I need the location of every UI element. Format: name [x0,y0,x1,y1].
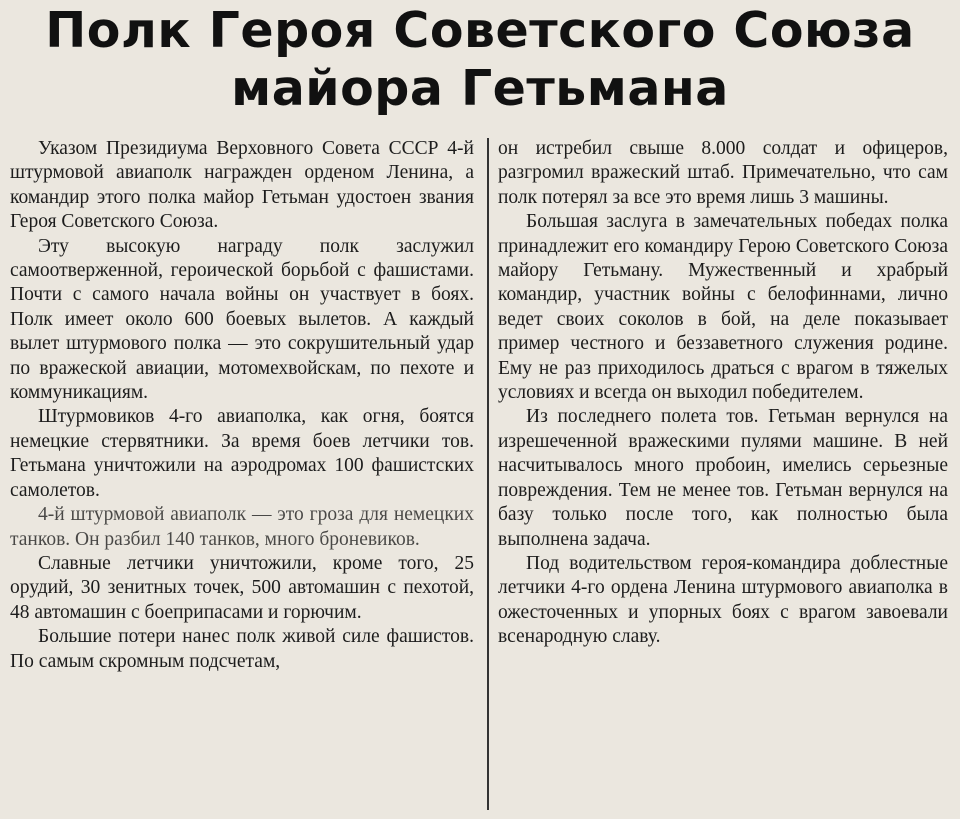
paragraph: Славные летчики уничтожили, кроме того, 25 орудий, 30 зенитных точек, 500 автомашин с пехотой, 48 автомашин с боеприпасами и горючим. [10,552,474,623]
paragraph: Большая заслуга в замечательных победах полка принадлежит его командиру Герою Советского Союза майору Гетьману. Мужественный и храбрый командир, участник войны с белофиннами, лично ведет своих соколов в бой, на деле показывает пример честного и беззаветного служения родине. Ему не раз приходилось драться с врагом в тяжелых условиях и всегда он выходил победителем. [498,211,948,404]
paragraph: Эту высокую награду полк заслужил самоотверженной, героической борьбой с фашистами. Почти с самого начала войны он участвует в боях. Полк имеет около 600 боевых вылетов. А каждый вылет штурмового полка — это сокрушительный удар по вражеской авиации, мотомехвойскам, по пехоте и коммуникациям. [10,235,474,404]
paragraph: 4-й штурмовой авиаполк — это гроза для немецких танков. Он разбил 140 танков, много броневиков. [10,504,474,550]
paragraph: Большие потери нанес полк живой силе фашистов. По самым скромным подсчетам, [10,626,474,672]
paragraph: Под водительством героя-командира доблестные летчики 4-го ордена Ленина штурмового авиаполка в ожесточенных и упорных боях с врагом завоевали всенародную славу. [498,552,948,648]
headline-line-1: Полк Героя Советского Союза [45,2,915,59]
right-column [498,137,948,650]
paragraph: Из последнего полета тов. Гетьман вернулся на изрешеченной вражескими пулями машине. В ней насчитывалось много пробоин, имелись серьезные повреждения. Тем не менее тов. Гетьман вернулся на базу только после того, как полностью была выполнена задача. [498,406,948,550]
article-headline [0,2,960,118]
left-column [10,137,474,674]
column-divider [487,138,489,810]
paragraph: Указом Президиума Верховного Совета СССР 4-й штурмовой авиаполк награжден орденом Ленина, а командир этого полка майор Гетьман удостоен звания Героя Советского Союза. [10,138,474,233]
headline-line-2: майора Гетьмана [231,60,729,117]
paragraph: Штурмовиков 4-го авиаполка, как огня, боятся немецкие стервятники. За время боев летчики тов. Гетьмана уничтожили на аэродромах 100 фашистских самолетов. [10,406,474,501]
paragraph: он истребил свыше 8.000 солдат и офицеров, разгромил вражеский штаб. Примечательно, что сам полк потерял за все это время лишь 3 машины. [498,138,948,208]
